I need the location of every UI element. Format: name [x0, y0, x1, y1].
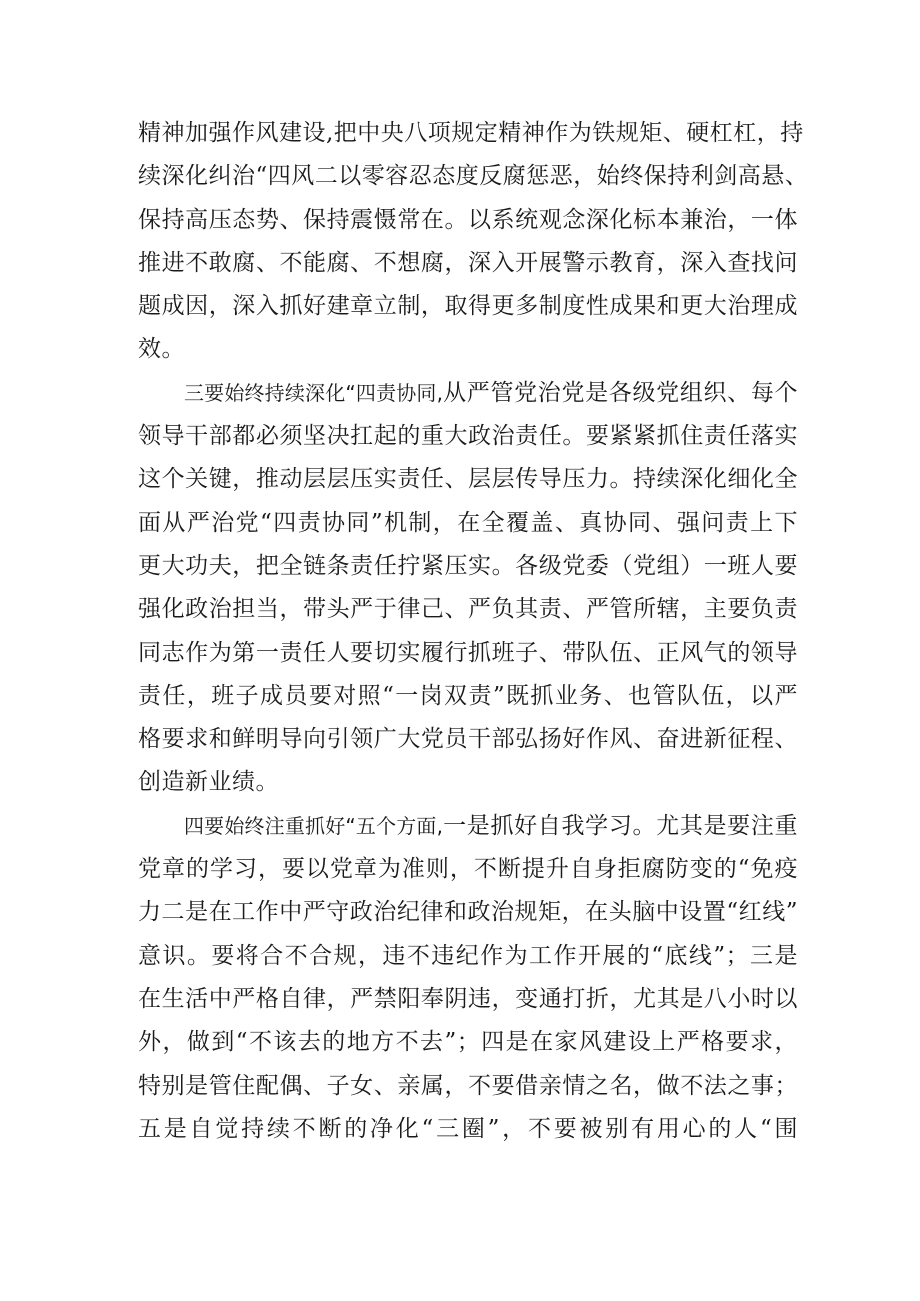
- paragraph-2: [138, 372, 798, 805]
- text-line: 党章的学习，要以党章为准则，不断提升自身拒腐防变的“免疫: [138, 856, 798, 883]
- text-line: 续深化纠治“四风二以零容忍态度反腐惩恶，始终保持利剑高悬、: [138, 163, 809, 190]
- paragraph-3: [138, 805, 798, 1151]
- text-line: 特别是管住配偶、子女、亲属，不要借亲情之名，做不法之事；: [138, 1072, 798, 1099]
- text-line: 精神加强作风建设,把中央八项规定精神作为铁规矩、硬杠杠，持: [138, 120, 804, 146]
- text-line: 题成因，深入抓好建章立制，取得更多制度性成果和更大治理成: [138, 293, 798, 320]
- text-line: 强化政治担当，带头严于律己、严负其责、严管所辖，主要负责: [138, 596, 798, 623]
- text-line: 创造新业绩。: [138, 769, 279, 796]
- text-line: 领导干部都必须坚决扛起的重大政治责任。要紧紧抓住责任落实: [138, 423, 798, 450]
- text-line: 推进不敢腐、不能腐、不想腐，深入开展警示教育，深入查找问: [138, 249, 798, 276]
- text-line: 责任，班子成员要对照“一岗双责”既抓业务、也管队伍，以严: [138, 682, 798, 709]
- paragraph-lead: 三要始终持续深化“四责协同,: [184, 380, 443, 405]
- text-line: 格要求和鲜明导向引领广大党员干部弘扬好作风、奋进新征程、: [138, 726, 798, 753]
- text-line: 更大功夫，把全链条责任拧紧压实。各级党委（党组）一班人要: [138, 552, 798, 579]
- text-line: 面从严治党“四责协同”机制，在全覆盖、真协同、强问责上下: [138, 509, 798, 536]
- text-line: 同志作为第一责任人要切实履行抓班子、带队伍、正风气的领导: [138, 639, 798, 666]
- text-line: 保持高压态势、保持震慑常在。以系统观念深化标本兼治，一体: [138, 206, 798, 233]
- paragraph-lead-rest: 一是抓好自我学习。尤其是要注重: [442, 812, 799, 839]
- paragraph-lead: 四要始终注重抓好“五个方面,: [184, 813, 443, 838]
- document-body: [138, 112, 809, 1151]
- paragraph-1: [138, 112, 809, 372]
- paragraph-lead-rest: 从严管党治党是各级党组织、每个: [442, 379, 799, 406]
- text-line: 这个关键，推动层层压实责任、层层传导压力。持续深化细化全: [138, 466, 798, 493]
- paragraph-lead-line: [138, 805, 798, 848]
- text-line: 五是自觉持续不断的净化“三圈”，不要被别有用心的人“围: [138, 1115, 798, 1142]
- text-line: 外，做到“不该去的地方不去”；四是在家风建设上严格要求，: [138, 1029, 798, 1056]
- text-line: 效。: [138, 336, 185, 363]
- text-line: 力二是在工作中严守政治纪律和政治规矩，在头脑中设置“红线”: [138, 899, 798, 926]
- paragraph-lead-line: [138, 372, 798, 415]
- text-line: 意识。要将合不合规，违不违纪作为工作开展的“底线”；三是: [138, 942, 798, 969]
- text-line: 在生活中严格自律，严禁阳奉阴违，变通打折，尤其是八小时以: [138, 985, 798, 1012]
